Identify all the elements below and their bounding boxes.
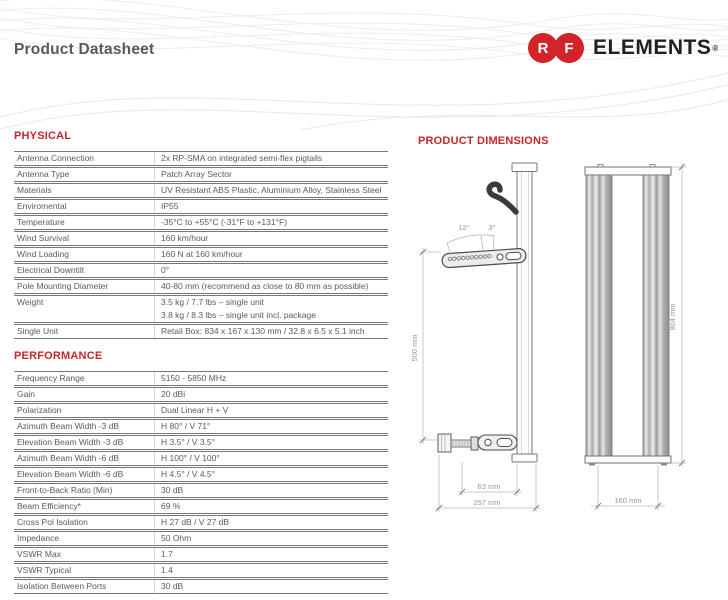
spec-row [14, 467, 388, 482]
spec-value: 1.4 [154, 564, 388, 577]
physical-section [14, 130, 388, 340]
header-pattern [0, 0, 728, 135]
spec-value: 3.5 kg / 7.7 lbs – single unit 3.8 kg / 8.3 lbs – single unit incl. package [154, 296, 388, 322]
section-heading-performance: PERFORMANCE [14, 350, 103, 362]
spec-value: H 27 dB / V 27 dB [154, 516, 388, 529]
spec-value: H 4.5° / V 4.5° [154, 468, 388, 481]
spec-label: Wind Loading [17, 249, 69, 259]
panel-bottom-cap [512, 454, 537, 462]
rear-view-drawing [585, 163, 686, 510]
spec-value: IP55 [154, 200, 388, 213]
spec-value: H 3.5° / V 3.5° [154, 436, 388, 449]
spec-label: Single Unit [17, 326, 59, 336]
spec-value: 20 dBi [154, 388, 388, 401]
rf-elements-logo [528, 33, 718, 63]
rear-left-rail [586, 175, 612, 456]
spec-label: Beam Efficiency* [17, 501, 82, 511]
logo-brand-text: ELEMENTS [593, 36, 712, 59]
spec-row [14, 151, 388, 166]
pole-clamp-assembly [438, 434, 517, 452]
spec-label: Azimuth Beam Width -3 dB [17, 421, 120, 431]
spec-value: 30 dB [154, 580, 388, 593]
section-heading-physical: PHYSICAL [14, 130, 72, 142]
angle-label-12: 12° [458, 223, 470, 232]
spec-value: 5150 - 5850 MHz [154, 372, 388, 385]
spec-label: Materials [17, 185, 52, 195]
spec-label: Wind Survival [17, 233, 69, 243]
performance-table [14, 371, 388, 594]
spec-label: Pole Mounting Diameter [17, 281, 109, 291]
spec-label: Frequency Range [17, 373, 85, 383]
spec-row [14, 499, 388, 514]
rear-top-cap [585, 167, 671, 175]
spec-label: VSWR Max [17, 549, 61, 559]
spec-label: Temperature [17, 217, 65, 227]
spec-row [14, 579, 388, 594]
spec-row [14, 451, 388, 466]
spec-value: 0° [154, 264, 388, 277]
spec-row [14, 167, 388, 182]
spec-row [14, 295, 388, 323]
spec-value: Retail Box: 834 x 167 x 130 mm / 32.8 x 6.5 x 5.1 inch [154, 325, 388, 338]
spec-label: Elevation Beam Width -6 dB [17, 469, 124, 479]
spec-value: 160 km/hour [154, 232, 388, 245]
spec-value: 50 Ohm [154, 532, 388, 545]
spec-row [14, 387, 388, 402]
rear-right-rail [643, 175, 669, 456]
panel-top-cap [512, 163, 537, 172]
angle-label-3: 3° [488, 223, 496, 232]
logo-f-badge: F [554, 33, 584, 63]
spec-row [14, 183, 388, 198]
spec-value: -35°C to +55°C (-31°F to +131°F) [154, 216, 388, 229]
spec-label: Antenna Connection [17, 153, 95, 163]
spec-label: Azimuth Beam Width -6 dB [17, 453, 120, 463]
spec-label: Front-to-Back Ratio (Min) [17, 485, 113, 495]
performance-section [14, 350, 388, 595]
dimension-label-257mm: 257 mm [473, 498, 501, 507]
spec-value: 2x RP-SMA on integrated semi-flex pigtails [154, 152, 388, 165]
spec-row [14, 324, 388, 339]
spec-row [14, 515, 388, 530]
dimension-label-804mm: 804 mm [668, 303, 677, 331]
spec-row [14, 547, 388, 562]
spec-value: UV Resistant ABS Plastic, Aluminium Alloy, Stainless Steel [154, 184, 388, 197]
spec-value: H 100° / V 100° [154, 452, 388, 465]
side-view-drawing [410, 163, 540, 512]
spec-label: Electrical Downtilt [17, 265, 85, 275]
spec-value: 1.7 [154, 548, 388, 561]
spec-row [14, 247, 388, 262]
spec-row [14, 531, 388, 546]
spec-row [14, 483, 388, 498]
spec-value: 160 N at 160 km/hour [154, 248, 388, 261]
rear-bottom-cap [585, 456, 671, 463]
page-title: Product Datasheet [14, 41, 155, 58]
dimension-label-63mm: 63 mm [477, 482, 501, 491]
spec-label: Isolation Between Ports [17, 581, 107, 591]
dimension-label-500mm: 500 mm [410, 334, 419, 362]
spec-label: Polarization [17, 405, 62, 415]
tilt-bracket-arm [442, 248, 527, 268]
dimension-label-160mm: 160 mm [614, 496, 642, 505]
section-heading-product-dimensions: PRODUCT DIMENSIONS [418, 135, 549, 147]
spec-row [14, 199, 388, 214]
spec-value: H 80° / V 71° [154, 420, 388, 433]
spec-value: 40-80 mm (recommend as close to 80 mm as possible) [154, 280, 388, 293]
product-dimensions-drawing [405, 152, 705, 532]
antenna-panel-side [517, 171, 532, 455]
spec-value: 69 % [154, 500, 388, 513]
spec-label: Impedance [17, 533, 60, 543]
spec-row [14, 371, 388, 386]
spec-label: Enviromental [17, 201, 67, 211]
spec-value: Patch Array Sector [154, 168, 388, 181]
spec-row [14, 263, 388, 278]
spec-row [14, 419, 388, 434]
spec-row [14, 231, 388, 246]
spec-row [14, 279, 388, 294]
spec-label: Gain [17, 389, 35, 399]
spec-row [14, 403, 388, 418]
mounting-hook [489, 184, 516, 212]
spec-label: VSWR Typical [17, 565, 72, 575]
spec-label: Weight [17, 297, 44, 307]
spec-value: Dual Linear H + V [154, 404, 388, 417]
spec-label: Cross Pol Isolation [17, 517, 88, 527]
spec-row [14, 435, 388, 450]
spec-row [14, 215, 388, 230]
registered-mark: ® [712, 43, 719, 53]
physical-table [14, 151, 388, 339]
logo-r-badge: R [528, 33, 558, 63]
spec-label: Antenna Type [17, 169, 70, 179]
spec-label: Elevation Beam Width -3 dB [17, 437, 124, 447]
spec-row [14, 563, 388, 578]
spec-value: 30 dB [154, 484, 388, 497]
